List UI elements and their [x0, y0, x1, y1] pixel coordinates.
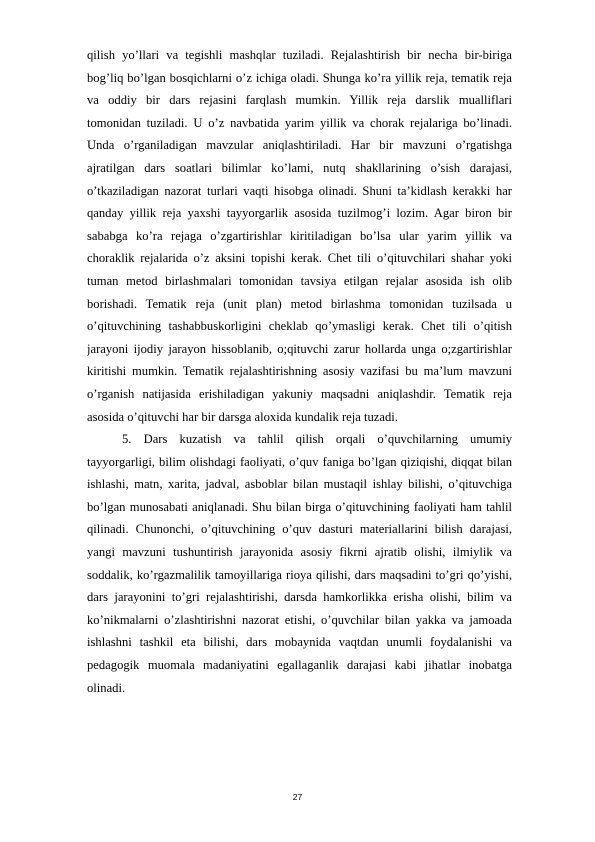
text-line: o’tkaziladigan nazorat turlari vaqti hisobga olinadi. Shuni ta’kidlash kerakki har — [87, 183, 512, 198]
text-line: yangi mavzuni tushuntirish jarayonida asosiy fikrni ajratib olishi, ilmiylik va — [87, 545, 512, 560]
text-line: sababga ko’ra rejaga o’zgartirishlar kiritiladigan bo’lsa ular yarim yillik va — [87, 228, 512, 243]
text-line: va oddiy bir dars rejasini farqlash mumkin. Yillik reja darslik mualliflari — [87, 93, 512, 108]
page-number: 27 — [292, 792, 303, 802]
text-line: qilish yo’llari va tegishli mashqlar tuziladi. Rejalashtirish bir necha bir-biriga — [87, 48, 512, 62]
text-line: choraklik rejalarida o’z aksini topishi kerak. Chet tili o’qituvchilari shahar yoki — [87, 251, 512, 266]
text-line: ajratilgan dars soatlari bilimlar ko’lami, nutq shakllarining o’sish darajasi, — [87, 160, 512, 175]
text-line: o’qituvchining tashabbuskorligini cheklab qo’ymasligi kerak. Chet tili o’qitish — [87, 319, 512, 334]
paragraph-2 — [87, 428, 512, 699]
text-line: ko’nikmalarni o’zlashtirishni nazorat etishi, o’quvchilar bilan yakka va jamoada — [87, 612, 512, 627]
text-line: tomonidan tuziladi. U o’z navbatida yarim yillik va chorak rejalariga bo’linadi. — [87, 115, 512, 130]
paragraph-1 — [87, 44, 512, 428]
text-line: kiritishi mumkin. Tematik rejalashtirishning asosiy vazifasi bu ma’lum mavzuni — [87, 364, 512, 379]
text-line: tayyorgarligi, bilim olishdagi faoliyati, o’quv faniga bo’lgan qiziqishi, diqqat bilan — [87, 454, 512, 469]
text-line: 5. Dars kuzatish va tahlil qilish orqali o’quvchilarning umumiy — [122, 432, 512, 447]
text-line: Unda o’rganiladigan mavzular aniqlashtiriladi. Har bir mavzuni o’rgatishga — [87, 138, 512, 153]
text-line: tuman metod birlashmalari tomonidan tavsiya etilgan rejalar asosida ish olib — [87, 273, 512, 288]
text-line: qanday yillik reja yaxshi tayyorgarlik asosida tuzilmog’i lozim. Agar biron bir — [87, 206, 512, 221]
text-line: bo’lgan munosabati aniqlanadi. Shu bilan birga o’qituvchining faoliyati ham tahlil — [87, 499, 512, 514]
text-line: bog’liq bo’lgan bosqichlarni o’z ichiga oladi. Shunga ko’ra yillik reja, tematik reja — [87, 70, 512, 85]
body-text — [87, 44, 512, 699]
text-line: olinadi. — [87, 680, 126, 695]
text-line: ishlashni tashkil eta bilishi, dars mobaynida vaqtdan unumli foydalanishi va — [87, 635, 512, 650]
text-line: qilinadi. Chunonchi, o’qituvchining o’quv dasturi materiallarini bilish darajasi, — [87, 522, 512, 537]
text-line: jarayoni ijodiy jarayon hissoblanib, o;qituvchi zarur hollarda unga o;zgartirishlar — [87, 341, 512, 356]
text-line: ishlashi, matn, xarita, jadval, asboblar bilan mustaqil ishlay bilishi, o’qituvchiga — [87, 477, 512, 492]
text-line: o’rganish natijasida erishiladigan yakuniy maqsadni aniqlashdir. Tematik reja — [87, 386, 512, 401]
text-line: asosida o’qituvchi har bir darsga aloxida kundalik reja tuzadi. — [87, 409, 398, 424]
text-line: soddalik, ko’rgazmalilik tamoyillariga rioya qilishi, dars maqsadini to’gri qo’yishi, — [87, 567, 512, 582]
text-line: pedagogik muomala madaniyatini egallaganlik darajasi kabi jihatlar inobatga — [87, 658, 512, 673]
text-line: borishadi. Tematik reja (unit plan) metod birlashma tomonidan tuzilsada u — [87, 296, 512, 311]
text-line: dars jarayonini to’gri rejalashtirishi, darsda hamkorlikka erisha olishi, bilim va — [87, 590, 512, 605]
